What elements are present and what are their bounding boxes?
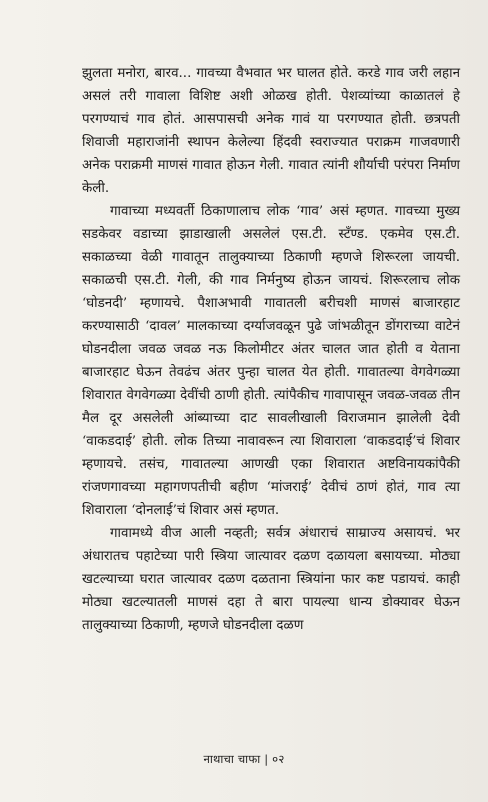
paragraph-1: झुलता मनोरा, बारव... गावच्या वैभवात भर घालत होते. करडे गाव जरी लहान असलं तरी गावाला विशिष्ट अशी ओळख होती. पेशव्यांच्या काळातलं हे परगण्याचं गाव होतं. आसपासची अनेक गावं या परगण्यात होती. छत्रपती शिवाजी महाराजांनी स्थापन केलेल्या हिंदवी स्वराज्यात पराक्रम गाजवणारी अनेक पराक्रमी माणसं गावात होऊन गेली. गावात त्यांनी शौर्याची परंपरा निर्माण केली. xyxy=(82,66,460,196)
page-footer: नाथाचा चाफा | ०२ xyxy=(203,752,285,766)
paragraph-2: गावाच्या मध्यवर्ती ठिकाणालाच लोक ‘गाव’ असं म्हणत. गावच्या मुख्य सडकेवर वडाच्या झाडाखाली असलेलं एस.टी. स्टँण्ड. एकमेव एस.टी. सकाळच्या वेळी गावातून तालुक्याच्या ठिकाणी म्हणजे शिरूरला जायची. सकाळची एस.टी. गेली, की गाव निर्मनुष्य होऊन जायचं. शिरूरलाच लोक ‘घोडनदी’ म्हणायचे. पैशाअभावी गावातली बरीचशी माणसं बाजारहाट करण्यासाठी ‘दावल’ मालकाच्या दर्ग्याजवळून पुढे जांभळीतून डोंगराच्या वाटेनं घोडनदीला जवळ जवळ नऊ किलोमीटर अंतर चालत जात होती व येताना बाजारहाट घेऊन तेवढंच अंतर पुन्हा चालत येत होती. गावातल्या वेगवेगळ्या शिवारात वेगवेगळ्या देवींची ठाणी होती. त्यांपैकीच गावापासून जवळ-जवळ तीन मैल दूर असलेली आंब्याच्या दाट सावलीखाली विराजमान झालेली देवी ‘वाकडदाई’ होती. लोक तिच्या नावावरून त्या शिवाराला ‘वाकडदाई’चं शिवार म्हणायचे. तसंच, गावातल्या आणखी एका शिवारात अष्टविनायकांपैकी रांजणगावच्या महागणपतीची बहीण ‘मांजराई’ देवीचं ठाणं होतं, गाव त्या शिवाराला ‘दोनलाई’चं शिवार असं म्हणत. xyxy=(82,204,460,518)
body-text xyxy=(82,62,460,637)
paragraph-3: गावामध्ये वीज आली नव्हती; सर्वत्र अंधाराचं साम्राज्य असायचं. भर अंधारातच पहाटेच्या पारी स्त्रिया जात्यावर दळण दळायला बसायच्या. मोठ्या खटल्याच्या घरात जात्यावर दळण दळताना स्त्रियांना फार कष्ट पडायचं. काही मोठ्या खटल्यातली माणसं दहा ते बारा पायल्या धान्य डोक्यावर घेऊन तालुक्याच्या ठिकाणी, म्हणजे घोडनदीला दळण xyxy=(82,526,460,633)
